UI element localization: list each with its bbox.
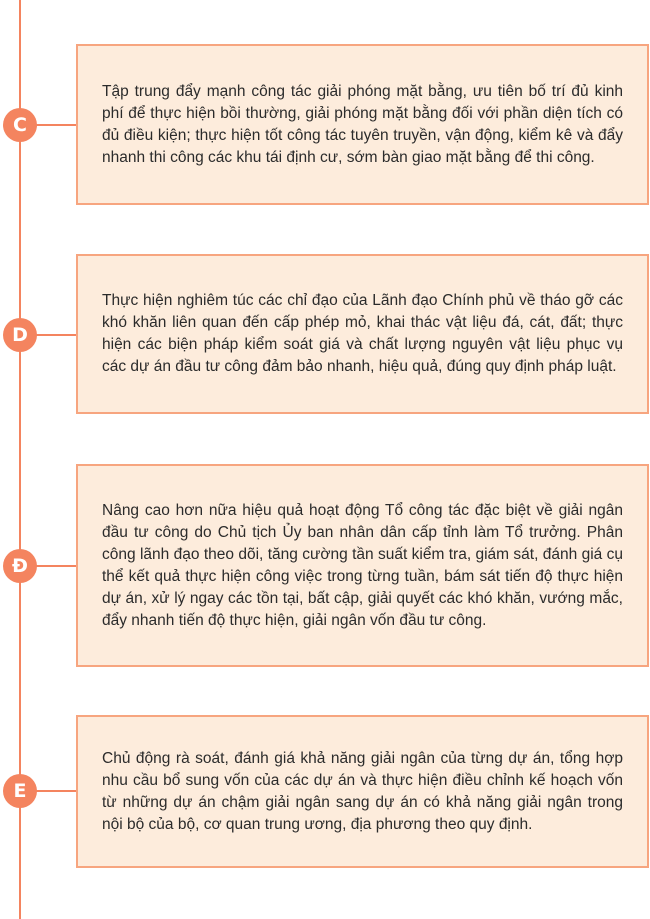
connector-d <box>36 334 77 336</box>
card-d <box>76 254 649 414</box>
card-dd <box>76 464 649 667</box>
card-dd-text: Nâng cao hơn nữa hiệu quả hoạt động Tổ công tác đặc biệt về giải ngân đầu tư công do Chủ tịch Ủy ban nhân dân cấp tỉnh làm Tổ trưởng. Phân công lãnh đạo theo dõi, tăng cường tần suất kiểm tra, giám sát, đánh giá cụ thể kết quả thực hiện công việc trong từng tuần, bám sát tiến độ thực hiện dự án, xử lý ngay các tồn tại, bất cập, giải quyết các khó khăn, vướng mắc, đẩy nhanh tiến độ thực hiện, giải ngân vốn đầu tư công. <box>102 501 623 629</box>
marker-dd-badge: Đ <box>3 549 37 583</box>
connector-e <box>36 790 77 792</box>
card-c <box>76 44 649 205</box>
card-e-text: Chủ động rà soát, đánh giá khả năng giải ngân của từng dự án, tổng hợp nhu cầu bổ sung vốn của các dự án và thực hiện điều chỉnh kế hoạch vốn từ những dự án chậm giải ngân sang dự án có khả năng giải ngân trong nội bộ của bộ, cơ quan trung ương, địa phương theo quy định. <box>102 749 623 833</box>
marker-c-badge: C <box>3 108 37 142</box>
marker-e-badge: E <box>3 774 37 808</box>
card-c-text: Tập trung đẩy mạnh công tác giải phóng mặt bằng, ưu tiên bố trí đủ kinh phí để thực hiện bồi thường, giải phóng mặt bằng đối với phần diện tích có đủ điều kiện; thực hiện tốt công tác tuyên truyền, vận động, kiểm kê và đẩy nhanh thi công các khu tái định cư, sớm bàn giao mặt bằng để thi công. <box>102 82 623 166</box>
connector-dd <box>36 565 77 567</box>
card-d-text: Thực hiện nghiêm túc các chỉ đạo của Lãnh đạo Chính phủ về tháo gỡ các khó khăn liên quan đến cấp phép mỏ, khai thác vật liệu đá, cát, đất; thực hiện các biện pháp kiểm soát giá và chất lượng nguyên vật liệu phục vụ các dự án đầu tư công đảm bảo nhanh, hiệu quả, đúng quy định pháp luật. <box>102 292 623 375</box>
connector-c <box>36 124 77 126</box>
card-e <box>76 715 649 868</box>
marker-d-badge: D <box>3 318 37 352</box>
